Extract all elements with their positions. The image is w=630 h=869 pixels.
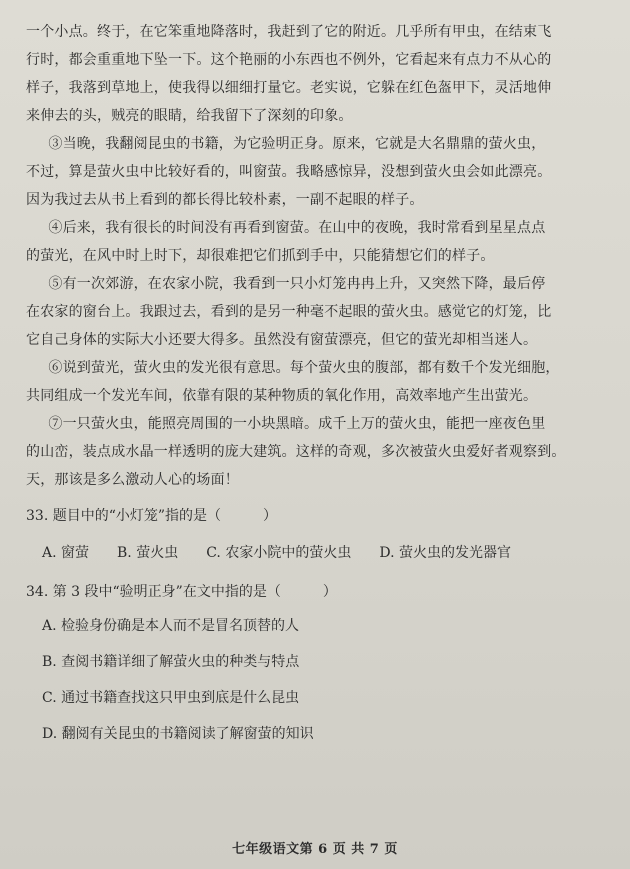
passage-line: 因为我过去从书上看到的都长得比较朴素，一副不起眼的样子。 [26, 192, 424, 208]
passage-line: 一个小点。终于，在它笨重地降落时，我赶到了它的附近。几乎所有甲虫，在结束飞 [26, 24, 552, 40]
passage-line: 样子，我落到草地上，使我得以细细打量它。老实说，它躲在红色盔甲下，灵活地伸 [26, 80, 552, 96]
option-c: C. 农家小院中的萤火虫 [206, 545, 352, 561]
passage-line: 的萤光，在风中时上时下，却很难把它们抓到手中，只能猜想它们的样子。 [26, 248, 495, 264]
option-d: D. 萤火虫的发光器官 [379, 545, 511, 561]
passage-line: 天，那该是多么激动人心的场面！ [26, 472, 239, 488]
passage-line: 共同组成一个发光车间，依靠有限的某种物质的氧化作用，高效率地产生出萤光。 [26, 388, 538, 404]
passage-line: ⑤有一次郊游，在农家小院，我看到一只小灯笼冉冉上升，又突然下降，最后停 [48, 276, 546, 292]
option-a: A. 检验身份确是本人而不是冒名顶替的人 [42, 618, 300, 634]
passage-line: 来伸去的头，贼亮的眼睛，给我留下了深刻的印象。 [26, 108, 353, 124]
question-34-stem: 34. 第 3 段中“验明正身”在文中指的是（ ） [26, 584, 337, 600]
question-33-stem: 33. 题目中的“小灯笼”指的是（ ） [26, 508, 278, 524]
reading-passage [26, 18, 606, 494]
passage-line: 的山峦，装点成水晶一样透明的庞大建筑。这样的奇观，多次被萤火虫爱好者观察到。 [26, 444, 566, 460]
option-a: A. 窗萤 [42, 545, 90, 561]
page-footer: 七年级语文第 6 页 共 7 页 [232, 842, 398, 857]
option-c: C. 通过书籍查找这只甲虫到底是什么昆虫 [42, 690, 300, 706]
question-33-options [26, 538, 606, 568]
passage-line: 在农家的窗台上。我跟过去，看到的是另一种毫不起眼的萤火虫。感觉它的灯笼，比 [26, 304, 552, 320]
option-b: B. 萤火虫 [117, 545, 179, 561]
option-b: B. 查阅书籍详细了解萤火虫的种类与特点 [42, 654, 300, 670]
passage-line: ⑥说到萤光，萤火虫的发光很有意思。每个萤火虫的腹部，都有数千个发光细胞， [48, 360, 560, 376]
passage-line: ⑦一只萤火虫，能照亮周围的一小块黑暗。成千上万的萤火虫，能把一座夜色里 [48, 416, 546, 432]
passage-line: 不过，算是萤火虫中比较好看的，叫窗萤。我略感惊异，没想到萤火虫会如此漂亮。 [26, 164, 552, 180]
option-d: D. 翻阅有关昆虫的书籍阅读了解窗萤的知识 [42, 726, 314, 742]
passage-line: 它自己身体的实际大小还要大得多。虽然没有窗萤漂亮，但它的萤光却相当迷人。 [26, 332, 538, 348]
passage-line: ③当晚，我翻阅昆虫的书籍，为它验明正身。原来，它就是大名鼎鼎的萤火虫， [48, 136, 546, 152]
passage-line: 行时，都会重重地下坠一下。这个艳丽的小东西也不例外，它看起来有点力不从心的 [26, 52, 552, 68]
passage-line: ④后来，我有很长的时间没有再看到窗萤。在山中的夜晚，我时常看到星星点点 [48, 220, 546, 236]
